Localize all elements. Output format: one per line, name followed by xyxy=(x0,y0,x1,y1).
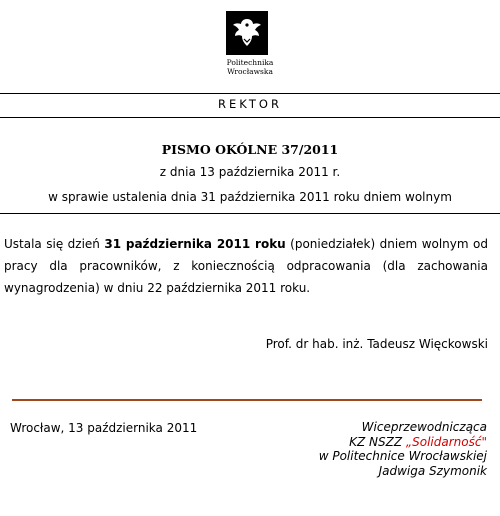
document-date: z dnia 13 października 2011 r. xyxy=(159,165,341,179)
union-org-prefix: KZ NSZZ xyxy=(349,434,406,449)
body-bold-date: 31 października 2011 roku xyxy=(104,237,286,251)
union-role: Wiceprzewodnicząca xyxy=(361,420,487,434)
subject-rule xyxy=(0,213,500,214)
body-text-end: (poniedziałek) dniem wolnym od pracy dla pracowników, z koniecznością odpracowania (dla zachowania wynagrodzenia) w dniu 22 października 2011 roku. xyxy=(4,237,488,295)
union-signature-block xyxy=(319,420,487,478)
footer-place-date: Wrocław, 13 października 2011 xyxy=(10,421,198,435)
header-top-rule xyxy=(0,93,500,94)
logo-text-line1: Politechnika xyxy=(226,58,274,67)
body-paragraph xyxy=(4,233,488,299)
logo-text-line2: Wrocławska xyxy=(227,67,273,76)
university-logo xyxy=(226,11,268,55)
footer-separator xyxy=(12,399,482,401)
document-subject: w sprawie ustalenia dnia 31 października 2011 roku dniem wolnym xyxy=(48,190,452,204)
body-text-start: Ustala się dzień xyxy=(4,237,105,251)
union-solidarnosc-name: „Solidarność" xyxy=(405,434,487,449)
office-title: REKTOR xyxy=(218,97,282,111)
document-title: PISMO OKÓLNE 37/2011 xyxy=(161,142,339,157)
header-bottom-rule xyxy=(0,117,500,118)
union-person-name: Jadwiga Szymonik xyxy=(378,463,487,478)
union-institution: w Politechnice Wrocławskiej xyxy=(318,449,487,463)
union-organization xyxy=(319,435,487,450)
rector-signature: Prof. dr hab. inż. Tadeusz Więckowski xyxy=(265,337,488,351)
